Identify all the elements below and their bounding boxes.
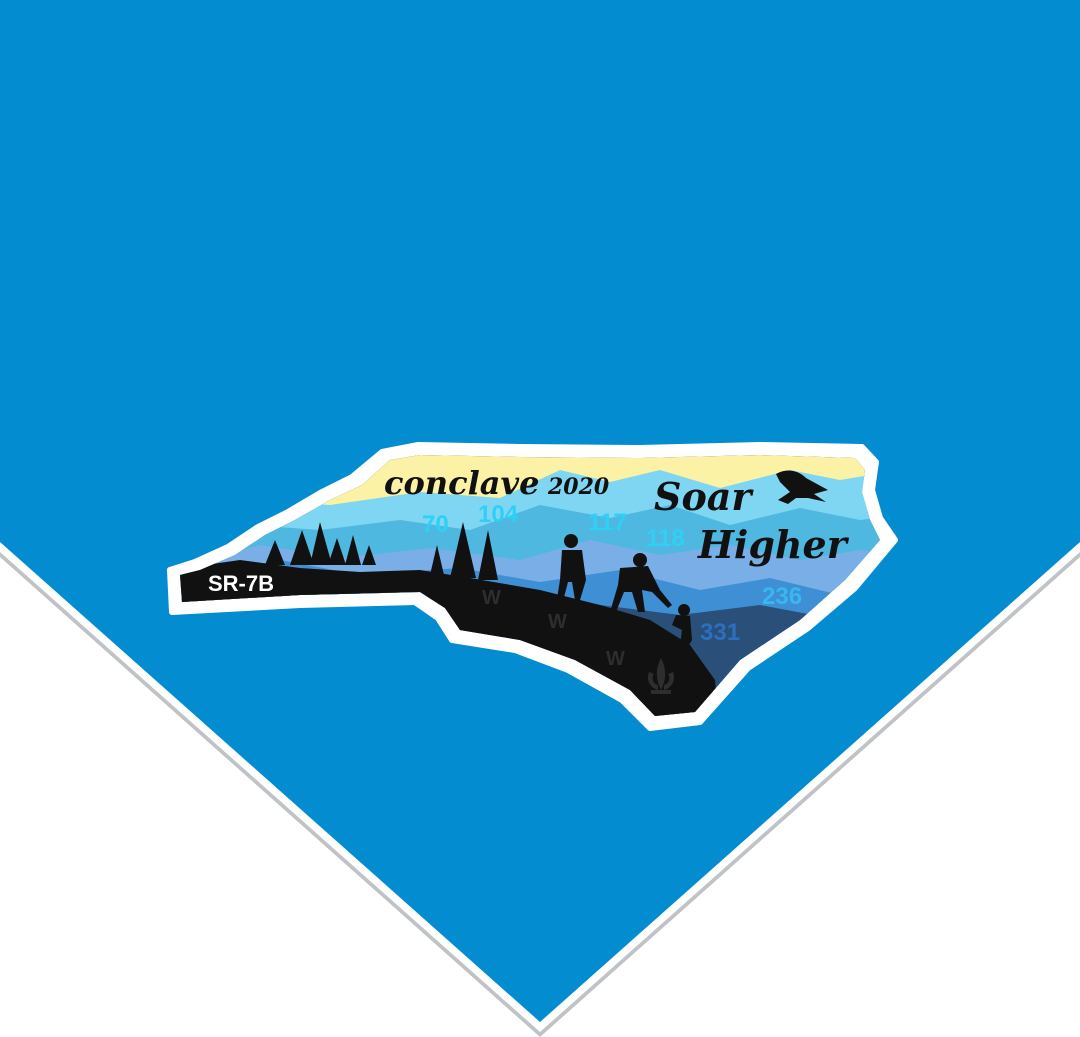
w-mark: W (606, 648, 625, 670)
event-label: conclave (384, 464, 540, 502)
lodge-number: 236 (762, 583, 803, 610)
lodge-number: 331 (700, 619, 741, 646)
section-code: SR-7B (208, 571, 275, 596)
w-mark: W (548, 611, 567, 633)
slogan-line-1: Soar (654, 474, 752, 519)
lodge-number: 117 (588, 509, 627, 536)
w-mark: W (482, 587, 501, 609)
lodge-number: 104 (478, 501, 519, 528)
slogan-line-2: Higher (698, 522, 847, 567)
lodge-number: 118 (646, 525, 685, 552)
lodge-number: 70 (422, 511, 449, 538)
event-year: 2020 (548, 474, 610, 500)
